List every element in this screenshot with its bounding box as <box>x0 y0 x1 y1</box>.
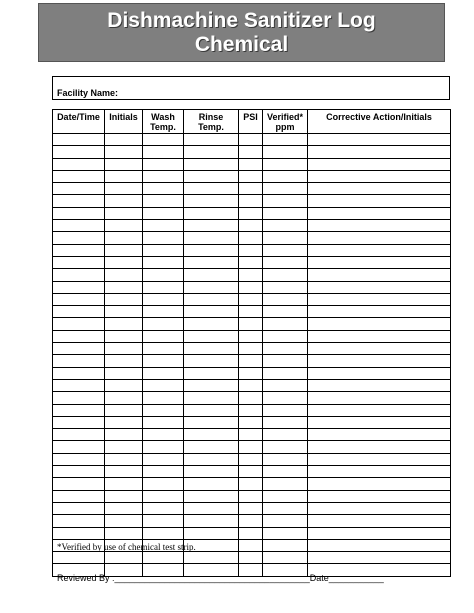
table-cell[interactable] <box>105 404 143 416</box>
table-cell[interactable] <box>263 416 308 428</box>
table-cell[interactable] <box>184 170 239 182</box>
table-cell[interactable] <box>239 232 263 244</box>
table-cell[interactable] <box>263 515 308 527</box>
table-row <box>53 318 451 330</box>
facility-name-label: Facility Name: <box>57 88 119 98</box>
table-row <box>53 170 451 182</box>
table-cell[interactable] <box>53 441 105 453</box>
table-cell[interactable] <box>143 416 184 428</box>
table-cell[interactable] <box>308 515 451 527</box>
table-cell[interactable] <box>105 502 143 514</box>
table-cell[interactable] <box>143 515 184 527</box>
table-cell[interactable] <box>53 195 105 207</box>
log-body <box>53 134 451 577</box>
table-cell[interactable] <box>263 466 308 478</box>
table-cell[interactable] <box>53 355 105 367</box>
table-cell[interactable] <box>184 318 239 330</box>
table-cell[interactable] <box>263 195 308 207</box>
page-subtitle: Chemical <box>194 33 289 56</box>
table-cell[interactable] <box>143 146 184 158</box>
table-cell[interactable] <box>143 330 184 342</box>
table-cell[interactable] <box>184 220 239 232</box>
table-cell[interactable] <box>239 527 263 539</box>
table-row <box>53 232 451 244</box>
table-cell[interactable] <box>105 392 143 404</box>
table-cell[interactable] <box>143 367 184 379</box>
table-row <box>53 183 451 195</box>
table-cell[interactable] <box>53 490 105 502</box>
table-cell[interactable] <box>308 539 451 551</box>
table-cell[interactable] <box>308 552 451 564</box>
table-cell[interactable] <box>308 269 451 281</box>
table-cell[interactable] <box>263 269 308 281</box>
table-row <box>53 404 451 416</box>
facility-name-field[interactable] <box>52 76 450 100</box>
table-cell[interactable] <box>184 392 239 404</box>
table-row <box>53 502 451 514</box>
table-cell[interactable] <box>184 330 239 342</box>
table-row <box>53 552 451 564</box>
table-cell[interactable] <box>308 146 451 158</box>
table-cell[interactable] <box>308 306 451 318</box>
table-cell[interactable] <box>239 306 263 318</box>
table-cell[interactable] <box>53 281 105 293</box>
column-header-psi: PSI <box>239 110 263 134</box>
table-cell[interactable] <box>53 146 105 158</box>
table-cell[interactable] <box>184 490 239 502</box>
table-cell[interactable] <box>143 306 184 318</box>
table-cell[interactable] <box>105 527 143 539</box>
table-cell[interactable] <box>53 527 105 539</box>
table-cell[interactable] <box>184 502 239 514</box>
table-cell[interactable] <box>53 429 105 441</box>
table-cell[interactable] <box>263 539 308 551</box>
table-row <box>53 195 451 207</box>
table-cell[interactable] <box>105 441 143 453</box>
table-cell[interactable] <box>143 478 184 490</box>
table-cell[interactable] <box>239 466 263 478</box>
table-cell[interactable] <box>308 429 451 441</box>
table-cell[interactable] <box>308 256 451 268</box>
table-cell[interactable] <box>308 466 451 478</box>
table-row <box>53 220 451 232</box>
table-cell[interactable] <box>308 416 451 428</box>
table-cell[interactable] <box>143 256 184 268</box>
table-cell[interactable] <box>105 269 143 281</box>
table-cell[interactable] <box>105 281 143 293</box>
table-cell[interactable] <box>105 343 143 355</box>
table-cell[interactable] <box>308 281 451 293</box>
table-cell[interactable] <box>184 404 239 416</box>
table-row <box>53 269 451 281</box>
table-cell[interactable] <box>263 293 308 305</box>
table-cell[interactable] <box>184 355 239 367</box>
table-cell[interactable] <box>143 502 184 514</box>
table-row <box>53 355 451 367</box>
table-cell[interactable] <box>308 134 451 146</box>
column-header-corrective-action: Corrective Action/Initials <box>308 110 451 134</box>
table-cell[interactable] <box>184 134 239 146</box>
table-cell[interactable] <box>143 220 184 232</box>
table-row <box>53 343 451 355</box>
table-cell[interactable] <box>239 552 263 564</box>
table-cell[interactable] <box>308 195 451 207</box>
table-cell[interactable] <box>143 343 184 355</box>
table-cell[interactable] <box>53 183 105 195</box>
table-cell[interactable] <box>184 429 239 441</box>
table-cell[interactable] <box>263 207 308 219</box>
table-cell[interactable] <box>105 355 143 367</box>
table-cell[interactable] <box>53 158 105 170</box>
table-cell[interactable] <box>105 220 143 232</box>
table-cell[interactable] <box>143 466 184 478</box>
table-cell[interactable] <box>263 343 308 355</box>
table-cell[interactable] <box>308 453 451 465</box>
table-row <box>53 306 451 318</box>
table-cell[interactable] <box>105 244 143 256</box>
table-cell[interactable] <box>184 466 239 478</box>
table-cell[interactable] <box>53 170 105 182</box>
table-cell[interactable] <box>53 207 105 219</box>
table-cell[interactable] <box>239 146 263 158</box>
table-cell[interactable] <box>105 490 143 502</box>
table-cell[interactable] <box>105 478 143 490</box>
table-cell[interactable] <box>239 478 263 490</box>
table-cell[interactable] <box>184 269 239 281</box>
table-cell[interactable] <box>105 379 143 391</box>
table-cell[interactable] <box>263 478 308 490</box>
header-row <box>53 110 451 134</box>
table-cell[interactable] <box>308 502 451 514</box>
table-cell[interactable] <box>143 134 184 146</box>
table-cell[interactable] <box>263 392 308 404</box>
table-cell[interactable] <box>105 330 143 342</box>
table-row <box>53 416 451 428</box>
table-cell[interactable] <box>105 466 143 478</box>
table-cell[interactable] <box>105 232 143 244</box>
table-cell[interactable] <box>239 207 263 219</box>
table-cell[interactable] <box>184 232 239 244</box>
table-row <box>53 441 451 453</box>
table-cell[interactable] <box>308 293 451 305</box>
table-cell[interactable] <box>143 527 184 539</box>
table-cell[interactable] <box>184 416 239 428</box>
table-cell[interactable] <box>263 527 308 539</box>
table-cell[interactable] <box>105 367 143 379</box>
table-cell[interactable] <box>53 392 105 404</box>
table-cell[interactable] <box>239 158 263 170</box>
table-cell[interactable] <box>239 392 263 404</box>
table-cell[interactable] <box>143 429 184 441</box>
table-cell[interactable] <box>143 453 184 465</box>
table-cell[interactable] <box>263 232 308 244</box>
table-cell[interactable] <box>308 404 451 416</box>
table-cell[interactable] <box>143 355 184 367</box>
table-cell[interactable] <box>105 318 143 330</box>
table-cell[interactable] <box>53 134 105 146</box>
table-cell[interactable] <box>53 306 105 318</box>
table-cell[interactable] <box>105 134 143 146</box>
table-cell[interactable] <box>105 195 143 207</box>
table-cell[interactable] <box>53 466 105 478</box>
table-cell[interactable] <box>263 256 308 268</box>
table-cell[interactable] <box>308 330 451 342</box>
table-cell[interactable] <box>263 367 308 379</box>
table-cell[interactable] <box>53 502 105 514</box>
table-cell[interactable] <box>143 170 184 182</box>
table-cell[interactable] <box>239 367 263 379</box>
table-row <box>53 527 451 539</box>
table-row <box>53 330 451 342</box>
table-row <box>53 429 451 441</box>
table-cell[interactable] <box>263 429 308 441</box>
table-cell[interactable] <box>239 515 263 527</box>
table-cell[interactable] <box>239 220 263 232</box>
column-header-verified-ppm: Verified* ppm <box>263 110 308 134</box>
table-cell[interactable] <box>239 539 263 551</box>
table-cell[interactable] <box>308 355 451 367</box>
table-cell[interactable] <box>53 293 105 305</box>
table-cell[interactable] <box>143 318 184 330</box>
table-cell[interactable] <box>143 281 184 293</box>
table-cell[interactable] <box>239 134 263 146</box>
table-cell[interactable] <box>308 343 451 355</box>
table-cell[interactable] <box>143 392 184 404</box>
table-row <box>53 134 451 146</box>
table-cell[interactable] <box>184 367 239 379</box>
table-cell[interactable] <box>184 183 239 195</box>
table-cell[interactable] <box>105 170 143 182</box>
table-cell[interactable] <box>308 220 451 232</box>
table-cell[interactable] <box>143 195 184 207</box>
table-cell[interactable] <box>105 453 143 465</box>
sanitizer-log-table <box>52 109 451 577</box>
table-cell[interactable] <box>263 134 308 146</box>
table-cell[interactable] <box>184 207 239 219</box>
table-cell[interactable] <box>263 281 308 293</box>
table-row <box>53 466 451 478</box>
table-cell[interactable] <box>239 244 263 256</box>
table-cell[interactable] <box>239 441 263 453</box>
table-cell[interactable] <box>184 527 239 539</box>
table-cell[interactable] <box>263 453 308 465</box>
table-cell[interactable] <box>308 392 451 404</box>
table-cell[interactable] <box>308 478 451 490</box>
table-cell[interactable] <box>184 441 239 453</box>
table-cell[interactable] <box>239 429 263 441</box>
table-row <box>53 515 451 527</box>
table-cell[interactable] <box>263 552 308 564</box>
table-cell[interactable] <box>239 502 263 514</box>
table-cell[interactable] <box>308 379 451 391</box>
table-cell[interactable] <box>105 256 143 268</box>
table-row <box>53 478 451 490</box>
table-cell[interactable] <box>184 256 239 268</box>
table-cell[interactable] <box>308 367 451 379</box>
table-row <box>53 207 451 219</box>
table-cell[interactable] <box>239 170 263 182</box>
table-row <box>53 490 451 502</box>
table-cell[interactable] <box>263 379 308 391</box>
table-cell[interactable] <box>263 330 308 342</box>
table-cell[interactable] <box>308 183 451 195</box>
table-row <box>53 453 451 465</box>
table-cell[interactable] <box>239 453 263 465</box>
table-cell[interactable] <box>239 183 263 195</box>
table-cell[interactable] <box>184 158 239 170</box>
table-cell[interactable] <box>239 404 263 416</box>
table-cell[interactable] <box>143 404 184 416</box>
table-cell[interactable] <box>53 416 105 428</box>
table-cell[interactable] <box>105 306 143 318</box>
table-cell[interactable] <box>263 170 308 182</box>
table-cell[interactable] <box>239 269 263 281</box>
table-cell[interactable] <box>105 146 143 158</box>
table-cell[interactable] <box>308 490 451 502</box>
table-cell[interactable] <box>184 146 239 158</box>
table-cell[interactable] <box>184 379 239 391</box>
table-cell[interactable] <box>308 318 451 330</box>
table-cell[interactable] <box>53 552 105 564</box>
table-cell[interactable] <box>263 146 308 158</box>
table-cell[interactable] <box>105 552 143 564</box>
table-cell[interactable] <box>263 502 308 514</box>
table-row <box>53 158 451 170</box>
table-cell[interactable] <box>53 515 105 527</box>
table-cell[interactable] <box>263 220 308 232</box>
table-cell[interactable] <box>239 256 263 268</box>
table-cell[interactable] <box>143 490 184 502</box>
table-cell[interactable] <box>263 183 308 195</box>
table-cell[interactable] <box>53 379 105 391</box>
table-cell[interactable] <box>308 527 451 539</box>
table-cell[interactable] <box>184 453 239 465</box>
table-cell[interactable] <box>143 379 184 391</box>
table-cell[interactable] <box>143 207 184 219</box>
table-cell[interactable] <box>308 232 451 244</box>
table-cell[interactable] <box>53 404 105 416</box>
table-cell[interactable] <box>308 244 451 256</box>
table-cell[interactable] <box>239 293 263 305</box>
table-cell[interactable] <box>263 318 308 330</box>
table-cell[interactable] <box>308 158 451 170</box>
table-cell[interactable] <box>53 244 105 256</box>
page-title: Dishmachine Sanitizer Log <box>107 9 376 32</box>
table-cell[interactable] <box>143 293 184 305</box>
column-header-rinse-temp: Rinse Temp. <box>184 110 239 134</box>
table-cell[interactable] <box>239 355 263 367</box>
table-cell[interactable] <box>263 306 308 318</box>
table-cell[interactable] <box>53 343 105 355</box>
table-cell[interactable] <box>184 552 239 564</box>
table-cell[interactable] <box>184 293 239 305</box>
table-cell[interactable] <box>308 170 451 182</box>
table-row <box>53 293 451 305</box>
table-cell[interactable] <box>105 207 143 219</box>
table-cell[interactable] <box>53 453 105 465</box>
table-cell[interactable] <box>239 490 263 502</box>
table-cell[interactable] <box>263 490 308 502</box>
table-cell[interactable] <box>143 552 184 564</box>
table-cell[interactable] <box>263 404 308 416</box>
table-cell[interactable] <box>184 281 239 293</box>
table-row <box>53 256 451 268</box>
table-cell[interactable] <box>239 318 263 330</box>
table-cell[interactable] <box>308 441 451 453</box>
table-cell[interactable] <box>53 367 105 379</box>
table-cell[interactable] <box>143 244 184 256</box>
table-cell[interactable] <box>53 318 105 330</box>
table-cell[interactable] <box>184 343 239 355</box>
table-cell[interactable] <box>263 355 308 367</box>
table-cell[interactable] <box>239 281 263 293</box>
table-cell[interactable] <box>143 269 184 281</box>
table-cell[interactable] <box>184 244 239 256</box>
table-cell[interactable] <box>239 195 263 207</box>
table-cell[interactable] <box>53 256 105 268</box>
column-header-initials: Initials <box>105 110 143 134</box>
table-cell[interactable] <box>239 379 263 391</box>
table-cell[interactable] <box>53 232 105 244</box>
table-cell[interactable] <box>143 183 184 195</box>
table-row <box>53 244 451 256</box>
table-cell[interactable] <box>239 416 263 428</box>
table-cell[interactable] <box>184 515 239 527</box>
table-row <box>53 367 451 379</box>
table-cell[interactable] <box>263 441 308 453</box>
table-cell[interactable] <box>239 330 263 342</box>
table-cell[interactable] <box>53 478 105 490</box>
table-row <box>53 392 451 404</box>
table-cell[interactable] <box>184 478 239 490</box>
table-cell[interactable] <box>263 244 308 256</box>
table-cell[interactable] <box>143 232 184 244</box>
table-cell[interactable] <box>184 195 239 207</box>
footnote: *Verified by use of chemical test strip. <box>57 542 196 552</box>
table-cell[interactable] <box>263 158 308 170</box>
table-row <box>53 379 451 391</box>
reviewed-by-line[interactable]: Reviewed By :_______________________________________Date___________ <box>57 573 384 583</box>
table-cell[interactable] <box>53 269 105 281</box>
column-header-wash-temp: Wash Temp. <box>143 110 184 134</box>
table-cell[interactable] <box>105 183 143 195</box>
table-cell[interactable] <box>184 306 239 318</box>
table-cell[interactable] <box>105 416 143 428</box>
table-cell[interactable] <box>105 429 143 441</box>
table-cell[interactable] <box>105 293 143 305</box>
table-cell[interactable] <box>143 158 184 170</box>
column-header-date-time: Date/Time <box>53 110 105 134</box>
table-cell[interactable] <box>53 330 105 342</box>
table-row <box>53 281 451 293</box>
table-cell[interactable] <box>105 515 143 527</box>
table-cell[interactable] <box>308 207 451 219</box>
title-banner <box>38 3 445 62</box>
table-row <box>53 146 451 158</box>
table-cell[interactable] <box>239 343 263 355</box>
table-cell[interactable] <box>143 441 184 453</box>
table-cell[interactable] <box>53 220 105 232</box>
table-cell[interactable] <box>105 158 143 170</box>
